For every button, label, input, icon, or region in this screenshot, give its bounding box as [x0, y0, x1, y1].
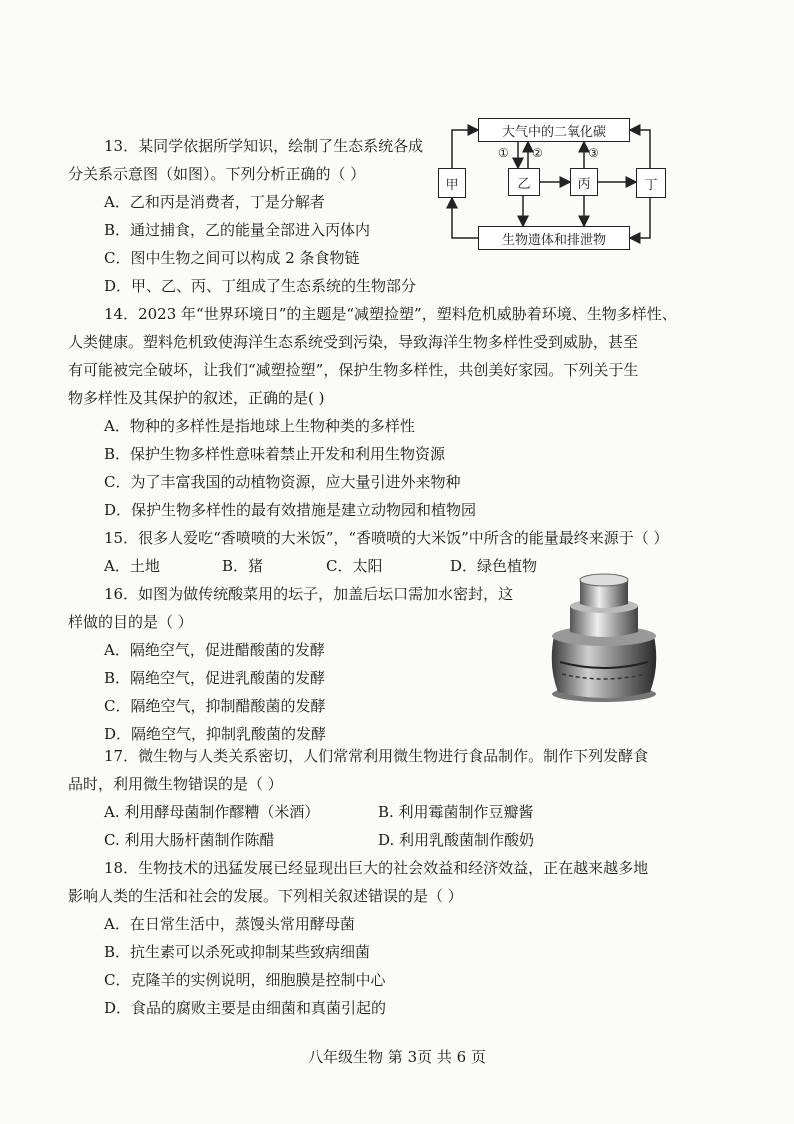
- q16-option-c: C．隔绝空气，抑制醋酸菌的发酵: [104, 697, 326, 715]
- q18-option-a: A．在日常生活中，蒸馒头常用酵母菌: [104, 915, 355, 933]
- q16-stem-line1: 16．如图为做传统酸菜用的坛子，加盖后坛口需加水密封，这: [104, 585, 514, 603]
- q17-stem-line2: 品时，利用微生物错误的是（ ）: [68, 775, 283, 793]
- ecosystem-diagram: [436, 118, 672, 252]
- q15-option-a: A．土地: [104, 557, 160, 575]
- q18-stem-line2: 影响人类的生活和社会的发展。下列相关叙述错误的是（ ）: [68, 887, 463, 905]
- q13-stem-line1: 13．某同学依据所学知识，绘制了生态系统各成: [104, 137, 424, 155]
- organism-bing-box: 丙: [570, 168, 598, 196]
- q14-option-b: B．保护生物多样性意味着禁止开发和利用生物资源: [104, 445, 446, 463]
- q17-option-c: C. 利用大肠杆菌制作陈醋: [104, 831, 275, 849]
- remains-waste-box: 生物遗体和排泄物: [478, 226, 630, 250]
- q14-stem-line1: 14．2023 年“世界环境日”的主题是“减塑捡塑”，塑料危机威胁着环境、生物多样性、: [104, 305, 677, 323]
- q14-stem-line4: 物多样性及其保护的叙述，正确的是( ): [68, 389, 325, 407]
- q13-option-b: B．通过捕食，乙的能量全部进入丙体内: [104, 221, 371, 239]
- q17-option-a: A. 利用酵母菌制作醪糟（米酒）: [104, 803, 320, 821]
- q15-option-c: C．太阳: [326, 557, 383, 575]
- q14-option-d: D．保护生物多样性的最有效措施是建立动物园和植物园: [104, 501, 477, 519]
- q15-option-b: B．猪: [222, 557, 264, 575]
- q17-option-d: D. 利用乳酸菌制作酸奶: [378, 831, 535, 849]
- q18-stem-line1: 18．生物技术的迅猛发展已经显现出巨大的社会效益和经济效益，正在越来越多地: [104, 859, 649, 877]
- q16-option-a: A．隔绝空气，促进醋酸菌的发酵: [104, 641, 325, 659]
- organism-yi-box: 乙: [508, 168, 540, 196]
- organism-jia-box: 甲: [438, 168, 466, 198]
- q16-stem-line2: 样做的目的是（ ）: [68, 613, 193, 631]
- q13-option-c: C．图中生物之间可以构成 2 条食物链: [104, 249, 360, 267]
- q13-option-a: A．乙和丙是消费者，丁是分解者: [104, 193, 325, 211]
- process-mark-2: ②: [532, 146, 543, 160]
- q14-stem-line2: 人类健康。塑料危机致使海洋生态系统受到污染，导致海洋生物多样性受到威胁，甚至: [68, 333, 639, 351]
- q18-option-d: D．食品的腐败主要是由细菌和真菌引起的: [104, 999, 387, 1017]
- process-mark-3: ③: [588, 146, 599, 160]
- q14-stem-line3: 有可能被完全破坏，让我们“减塑捡塑”，保护生物多样性，共创美好家园。下列关于生: [68, 361, 639, 379]
- q13-option-d: D．甲、乙、丙、丁组成了生态系统的生物部分: [104, 277, 417, 295]
- q14-option-a: A．物种的多样性是指地球上生物种类的多样性: [104, 417, 415, 435]
- q15-stem: 15．很多人爱吃“香喷喷的大米饭”，“香喷喷的大米饭”中所含的能量最终来源于（ ）: [104, 529, 669, 547]
- q14-option-c: C．为了丰富我国的动植物资源，应大量引进外来物种: [104, 473, 461, 491]
- pickle-jar-image: [540, 566, 668, 706]
- q13-stem-line2: 分关系示意图（如图）。下列分析正确的（ ）: [68, 165, 366, 183]
- atmosphere-co2-box: 大气中的二氧化碳: [478, 118, 630, 142]
- q17-stem-line1: 17．微生物与人类关系密切，人们常常利用微生物进行食品制作。制作下列发酵食: [104, 747, 649, 765]
- q16-option-b: B．隔绝空气，促进乳酸菌的发酵: [104, 669, 326, 687]
- process-mark-1: ①: [498, 146, 509, 160]
- page-footer: 八年级生物 第 3页 共 6 页: [308, 1048, 486, 1066]
- q16-option-d: D．隔绝空气，抑制乳酸菌的发酵: [104, 725, 327, 743]
- organism-ding-box: 丁: [636, 168, 666, 198]
- q18-option-b: B．抗生素可以杀死或抑制某些致病细菌: [104, 943, 371, 961]
- q18-option-c: C．克隆羊的实例说明，细胞膜是控制中心: [104, 971, 386, 989]
- q15-option-d: D．绿色植物: [450, 557, 538, 575]
- q17-option-b: B. 利用霉菌制作豆瓣酱: [378, 803, 534, 821]
